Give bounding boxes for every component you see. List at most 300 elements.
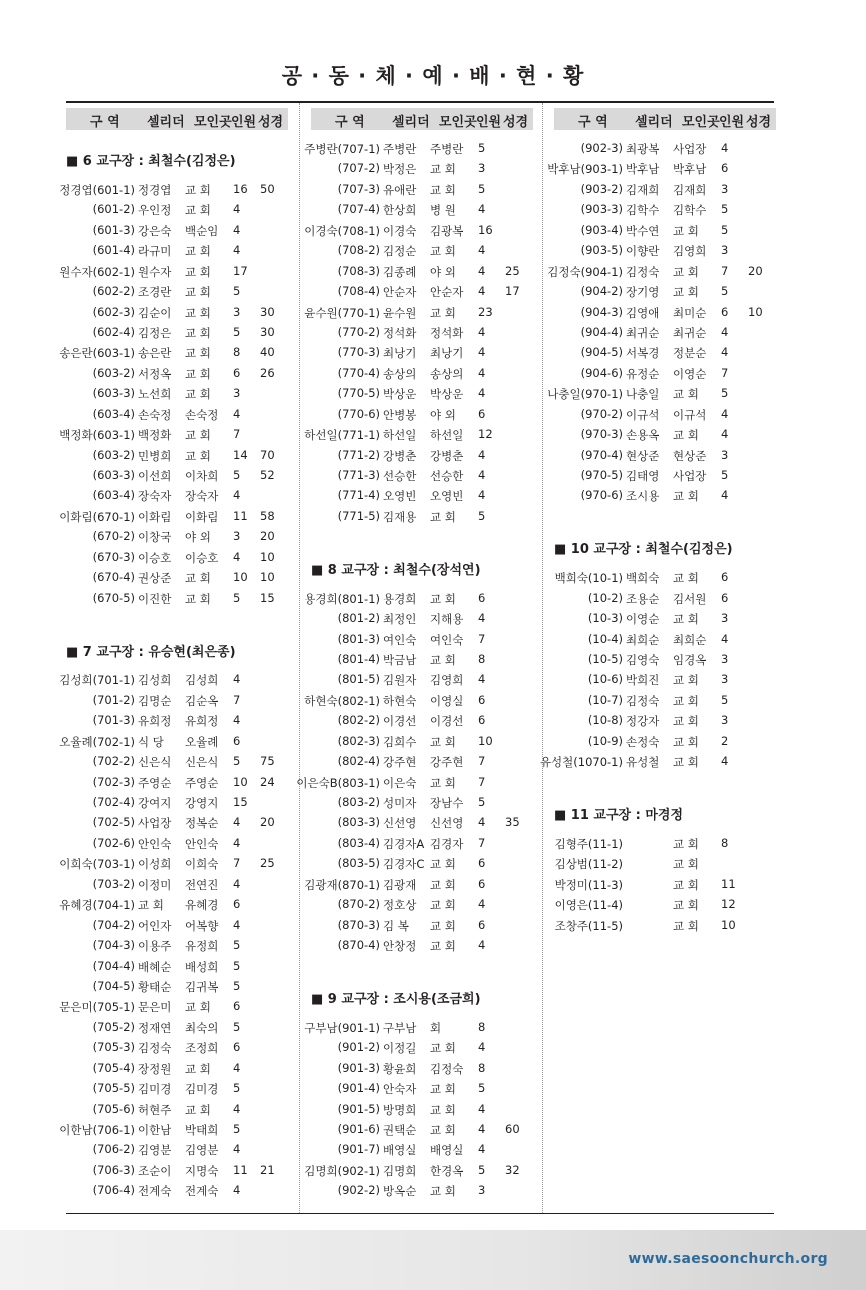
count-cell: 4: [478, 897, 486, 912]
bible-cell: 30: [260, 324, 275, 339]
sellider-cell: 강주현: [383, 755, 417, 770]
place-cell: 교 회: [673, 836, 699, 851]
zone-cell: (708-4): [337, 284, 380, 299]
sellider-cell: 주영순: [138, 775, 172, 790]
sellider-cell: 박상운: [383, 387, 417, 402]
count-cell: 4: [721, 631, 729, 646]
table-row: [66, 956, 288, 976]
zone-cell: (803-5): [337, 856, 380, 871]
bible-cell: 75: [260, 754, 275, 769]
header-zone: 구 역: [578, 115, 608, 130]
count-cell: 4: [721, 754, 729, 769]
count-cell: 4: [478, 386, 486, 401]
place-cell: 교 회: [430, 162, 456, 177]
table-row: [66, 547, 288, 567]
sellider-cell: 안병봉: [383, 407, 417, 422]
count-cell: 6: [478, 692, 486, 707]
table-row: [66, 751, 288, 771]
place-cell: 교 회: [185, 1000, 211, 1015]
zone-cell: 용경희(801-1): [304, 591, 380, 606]
place-cell: 하선일: [430, 428, 464, 443]
zone-cell: (901-2): [337, 1040, 380, 1055]
count-cell: 4: [721, 406, 729, 421]
table-row: [311, 731, 533, 751]
zone-cell: (10-9): [587, 733, 623, 748]
zone-cell: 이은숙B(803-1): [296, 775, 380, 790]
bible-cell: 32: [505, 1162, 520, 1177]
sellider-cell: 현상준: [626, 448, 660, 463]
table-row: [66, 363, 288, 383]
zone-cell: 구부남(901-1): [304, 1020, 380, 1035]
section-heading: [311, 976, 533, 1017]
place-cell: 교 회: [673, 734, 699, 749]
count-cell: 5: [233, 1122, 241, 1137]
bible-cell: 20: [260, 815, 275, 830]
sellider-cell: 이화림: [138, 509, 172, 524]
section-heading: [66, 629, 288, 670]
count-cell: 8: [478, 651, 486, 666]
place-cell: 백순임: [185, 223, 219, 238]
table-row: [304, 138, 533, 158]
section-title: ■ 10 교구장 : 최철수(김정은): [554, 542, 733, 558]
sellider-cell: 박정은: [383, 162, 417, 177]
zone-cell: 백정화(603-1): [59, 428, 135, 443]
table-row: [66, 1037, 288, 1057]
count-cell: 3: [721, 243, 729, 258]
place-cell: 교 회: [185, 591, 211, 606]
column-divider: [299, 103, 300, 1213]
place-cell: 교 회: [430, 591, 456, 606]
place-cell: 교 회: [673, 223, 699, 238]
zone-cell: (602-3): [92, 304, 135, 319]
count-cell: 4: [233, 202, 241, 217]
place-cell: 김서원: [673, 591, 707, 606]
place-cell: 김학수: [673, 203, 707, 218]
count-cell: 3: [721, 651, 729, 666]
table-row: [304, 1017, 533, 1037]
table-row: [59, 996, 288, 1016]
sellider-cell: 김영애: [626, 305, 660, 320]
place-cell: 전계숙: [185, 1184, 219, 1199]
sellider-cell: 여인숙: [383, 632, 417, 647]
table-header: [554, 108, 776, 130]
place-cell: 김영분: [185, 1143, 219, 1158]
sellider-cell: 이성희: [138, 857, 172, 872]
count-cell: 6: [721, 161, 729, 176]
zone-cell: (970-4): [580, 447, 623, 462]
count-cell: 6: [721, 590, 729, 605]
zone-cell: (770-4): [337, 365, 380, 380]
spacer: [554, 772, 776, 792]
zone-cell: (702-4): [92, 795, 135, 810]
place-cell: 교 회: [673, 673, 699, 688]
count-cell: 5: [721, 222, 729, 237]
sellider-cell: 손숙정: [138, 407, 172, 422]
zone-cell: (770-5): [337, 386, 380, 401]
sellider-cell: 송상의: [383, 366, 417, 381]
count-cell: 6: [721, 570, 729, 585]
zone-cell: (707-4): [337, 202, 380, 217]
sellider-cell: 이경숙: [383, 223, 417, 238]
table-row: [311, 445, 533, 465]
count-cell: 2: [721, 733, 729, 748]
zone-cell: (771-4): [337, 488, 380, 503]
sellider-cell: 김명순: [138, 693, 172, 708]
place-cell: 교 회: [185, 305, 211, 320]
place-cell: 교 회: [673, 877, 699, 892]
header-bible: 성경: [258, 115, 284, 130]
bible-cell: 70: [260, 447, 275, 462]
table-row: [547, 261, 776, 281]
sellider-cell: 이정길: [383, 1041, 417, 1056]
zone-cell: (603-4): [92, 488, 135, 503]
zone-cell: (903-5): [580, 243, 623, 258]
zone-cell: (703-2): [92, 876, 135, 891]
table-row: [66, 1139, 288, 1159]
sellider-cell: 오영빈: [383, 489, 417, 504]
bible-cell: 30: [260, 304, 275, 319]
place-cell: 정석화: [430, 325, 464, 340]
sellider-cell: 원수자: [138, 264, 172, 279]
sellider-cell: 정재연: [138, 1020, 172, 1035]
zone-cell: 정경엽(601-1): [59, 182, 135, 197]
table-row: [59, 424, 288, 444]
place-cell: 안순자: [430, 285, 464, 300]
count-cell: 4: [233, 488, 241, 503]
zone-cell: (603-3): [92, 386, 135, 401]
sellider-cell: 유희정: [138, 714, 172, 729]
sellider-cell: 하선일: [383, 428, 417, 443]
place-cell: 교 회: [430, 1184, 456, 1199]
sellider-cell: 이진한: [138, 591, 172, 606]
place-cell: 교 회: [673, 898, 699, 913]
table-row: [66, 1099, 288, 1119]
section-title: ■ 11 교구장 : 마경정: [554, 808, 684, 824]
place-cell: 야 외: [430, 264, 456, 279]
table-row: [311, 179, 533, 199]
sellider-cell: 라규미: [138, 244, 172, 259]
place-cell: 사업장: [673, 142, 707, 156]
sellider-cell: 강여지: [138, 796, 172, 811]
sellider-cell: 김영분: [138, 1143, 172, 1158]
place-cell: 송상의: [430, 366, 464, 381]
sellider-cell: 안창정: [383, 939, 417, 954]
sellider-cell: 안순자: [383, 285, 417, 300]
zone-cell: 주병란(707-1): [304, 142, 380, 156]
zone-cell: (601-2): [92, 202, 135, 217]
count-cell: 7: [478, 631, 486, 646]
table-row: [311, 915, 533, 935]
zone-cell: (870-2): [337, 897, 380, 912]
section-heading: [66, 138, 288, 179]
page-title: 공 · 동 · 체 · 예 · 배 · 현 · 황: [281, 64, 585, 88]
count-cell: 4: [721, 427, 729, 442]
place-cell: 강영지: [185, 796, 219, 811]
sellider-cell: 방명희: [383, 1102, 417, 1117]
sellider-cell: 이영순: [626, 612, 660, 627]
table-row: [554, 424, 776, 444]
table-row: [311, 649, 533, 669]
sellider-cell: 한상희: [383, 203, 417, 218]
place-cell: 현상준: [673, 448, 707, 463]
table-row: [59, 506, 288, 526]
place-cell: 최숙의: [185, 1020, 219, 1035]
sellider-cell: 정석화: [383, 325, 417, 340]
count-cell: 5: [478, 508, 486, 523]
table-row: [66, 1180, 288, 1200]
count-cell: 4: [721, 141, 729, 155]
count-cell: 4: [233, 243, 241, 258]
count-cell: 4: [721, 488, 729, 503]
sellider-cell: 최낭기: [383, 346, 417, 361]
table-row: [66, 485, 288, 505]
table-row: [311, 261, 533, 281]
table-row: [554, 302, 776, 322]
count-cell: 5: [721, 386, 729, 401]
spacer: [66, 608, 288, 628]
header-bible: 성경: [746, 115, 772, 130]
zone-cell: (705-3): [92, 1040, 135, 1055]
zone-cell: (602-2): [92, 284, 135, 299]
place-cell: 교 회: [673, 387, 699, 402]
place-cell: 최미순: [673, 305, 707, 320]
sellider-cell: 김희수: [383, 734, 417, 749]
place-cell: 어복향: [185, 918, 219, 933]
zone-cell: (704-2): [92, 917, 135, 932]
sellider-cell: 신은식: [138, 755, 172, 770]
table-row: [311, 1139, 533, 1159]
count-cell: 4: [478, 324, 486, 339]
zone-cell: (10-5): [587, 651, 623, 666]
table-row: [311, 1099, 533, 1119]
place-cell: 김경자: [430, 836, 464, 851]
place-cell: 교 회: [430, 857, 456, 872]
table-row: [304, 690, 533, 710]
bible-cell: 26: [260, 365, 275, 380]
sellider-cell: 황태순: [138, 979, 172, 994]
place-cell: 이화림: [185, 509, 219, 524]
count-cell: 4: [478, 938, 486, 953]
column-3: [539, 108, 776, 935]
sellider-cell: 민병희: [138, 448, 172, 463]
zone-cell: (10-7): [587, 692, 623, 707]
place-cell: 오율례: [185, 734, 219, 749]
table-row: [554, 281, 776, 301]
zone-cell: (701-2): [92, 692, 135, 707]
zone-cell: (771-2): [337, 447, 380, 462]
sellider-cell: 이향란: [626, 244, 660, 259]
sellider-cell: 조순이: [138, 1163, 172, 1178]
sellider-cell: 최희순: [626, 632, 660, 647]
zone-cell: (706-2): [92, 1142, 135, 1157]
header-place: 모인곳: [439, 115, 477, 130]
place-cell: 교 회: [430, 509, 456, 524]
table-row: [311, 199, 533, 219]
count-cell: 4: [478, 243, 486, 258]
table-row: [554, 445, 776, 465]
place-cell: 교 회: [185, 448, 211, 463]
sellider-cell: 안숙자: [383, 1082, 417, 1097]
section-title: ■ 7 교구장 : 유승현(최은종): [66, 644, 236, 660]
table-row: [66, 302, 288, 322]
zone-cell: (801-5): [337, 672, 380, 687]
zone-cell: (970-3): [580, 427, 623, 442]
table-row: [59, 894, 288, 914]
count-cell: 4: [478, 345, 486, 360]
count-cell: 5: [233, 1081, 241, 1096]
count-cell: 4: [233, 1142, 241, 1157]
count-cell: 17: [233, 263, 248, 278]
count-cell: 4: [233, 713, 241, 728]
table-row: [554, 608, 776, 628]
place-cell: 교 회: [430, 1041, 456, 1056]
place-cell: 최귀순: [673, 325, 707, 340]
zone-cell: (901-4): [337, 1081, 380, 1096]
place-cell: 이희숙: [185, 857, 219, 872]
sellider-cell: 전계숙: [138, 1184, 172, 1199]
bible-cell: 25: [260, 856, 275, 871]
zone-cell: (802-2): [337, 713, 380, 728]
bible-cell: 40: [260, 345, 275, 360]
sellider-cell: 김경자C: [383, 857, 425, 872]
count-cell: 6: [233, 733, 241, 748]
zone-cell: 문은미(705-1): [59, 1000, 135, 1015]
place-cell: 교 회: [673, 489, 699, 504]
zone-cell: 이희숙(703-1): [59, 857, 135, 872]
table-row: [59, 342, 288, 362]
table-row: [554, 853, 776, 873]
zone-cell: 유성철(1070-1): [539, 755, 623, 770]
count-cell: 7: [478, 835, 486, 850]
place-cell: 주병란: [430, 142, 464, 156]
table-row: [554, 690, 776, 710]
sellider-cell: 조시용: [626, 489, 660, 504]
website-url: www.saesoonchurch.org: [628, 1251, 828, 1267]
sellider-cell: 최귀순: [626, 325, 660, 340]
count-cell: 8: [478, 1019, 486, 1034]
place-cell: 이경선: [430, 714, 464, 729]
zone-cell: (704-4): [92, 958, 135, 973]
bible-cell: 21: [260, 1162, 275, 1177]
zone-cell: (705-4): [92, 1060, 135, 1075]
table-row: [311, 281, 533, 301]
sellider-cell: 김재용: [383, 509, 417, 524]
count-cell: 4: [233, 835, 241, 850]
sellider-cell: 장정원: [138, 1061, 172, 1076]
zone-cell: 이영은(11-4): [554, 898, 623, 913]
table-row: [66, 199, 288, 219]
count-cell: 8: [233, 345, 241, 360]
top-rule: [66, 101, 774, 103]
zone-cell: 하현숙(802-1): [304, 693, 380, 708]
zone-cell: 백희숙(10-1): [554, 571, 623, 586]
place-cell: 야 외: [185, 530, 211, 545]
zone-cell: (702-5): [92, 815, 135, 830]
count-cell: 3: [233, 386, 241, 401]
zone-cell: (704-3): [92, 938, 135, 953]
place-cell: 교 회: [185, 203, 211, 218]
zone-cell: 조창주(11-5): [554, 918, 623, 933]
sellider-cell: 김태영: [626, 469, 660, 483]
zone-cell: (601-4): [92, 243, 135, 258]
table-row: [311, 853, 533, 873]
place-cell: 김영희: [430, 673, 464, 688]
section-title: ■ 9 교구장 : 조시용(조금희): [311, 991, 481, 1007]
count-cell: 6: [478, 590, 486, 605]
table-row: [311, 669, 533, 689]
place-cell: 교 회: [673, 428, 699, 443]
zone-cell: 나충일(970-1): [547, 387, 623, 402]
bible-cell: 10: [748, 304, 763, 319]
table-row: [311, 792, 533, 812]
sellider-cell: 강은숙: [138, 223, 172, 238]
zone-cell: (770-6): [337, 406, 380, 421]
place-cell: 교 회: [673, 714, 699, 729]
sellider-cell: 윤수원: [383, 305, 417, 320]
table-row: [311, 158, 533, 178]
zone-cell: 김광재(870-1): [304, 877, 380, 892]
table-row: [66, 281, 288, 301]
sellider-cell: 서정옥: [138, 366, 172, 381]
count-cell: 5: [721, 468, 729, 482]
place-cell: 김정숙: [430, 1061, 464, 1076]
place-cell: 이규석: [673, 407, 707, 422]
table-row: [304, 424, 533, 444]
zone-cell: (801-2): [337, 611, 380, 626]
table-row: [554, 220, 776, 240]
count-cell: 7: [478, 774, 486, 789]
count-cell: 4: [478, 468, 486, 482]
place-cell: 선승한: [430, 469, 464, 483]
place-cell: 교 회: [185, 387, 211, 402]
place-cell: 교 회: [673, 285, 699, 300]
zone-cell: (601-3): [92, 222, 135, 237]
zone-cell: (705-5): [92, 1081, 135, 1096]
sellider-cell: 이경선: [383, 714, 417, 729]
header-zone: 구 역: [90, 115, 120, 130]
place-cell: 주영순: [185, 775, 219, 790]
bible-cell: 35: [505, 815, 520, 830]
table-row: [66, 915, 288, 935]
table-row: [66, 220, 288, 240]
count-cell: 3: [721, 611, 729, 626]
table-row: [311, 465, 533, 485]
sellider-cell: 권상준: [138, 571, 172, 586]
table-row: [311, 833, 533, 853]
count-cell: 7: [233, 856, 241, 871]
place-cell: 교 회: [673, 857, 699, 872]
table-row: [311, 1180, 533, 1200]
count-cell: 4: [233, 1101, 241, 1116]
sellider-cell: 황윤희: [383, 1061, 417, 1076]
header-place: 모인곳: [682, 115, 720, 130]
count-cell: 4: [233, 1060, 241, 1075]
sellider-cell: 배혜순: [138, 959, 172, 974]
table-row: [311, 404, 533, 424]
table-row: [296, 772, 533, 792]
place-cell: 교 회: [430, 734, 456, 749]
bible-cell: 50: [260, 181, 275, 196]
table-row: [66, 526, 288, 546]
place-cell: 교 회: [673, 612, 699, 627]
sellider-cell: 성미자: [383, 796, 417, 811]
place-cell: 배영실: [430, 1143, 464, 1158]
count-cell: 7: [721, 365, 729, 380]
sellider-cell: 김정순: [383, 244, 417, 259]
table-row: [304, 302, 533, 322]
zone-cell: 원수자(602-1): [59, 264, 135, 279]
place-cell: 한경옥: [430, 1163, 464, 1178]
